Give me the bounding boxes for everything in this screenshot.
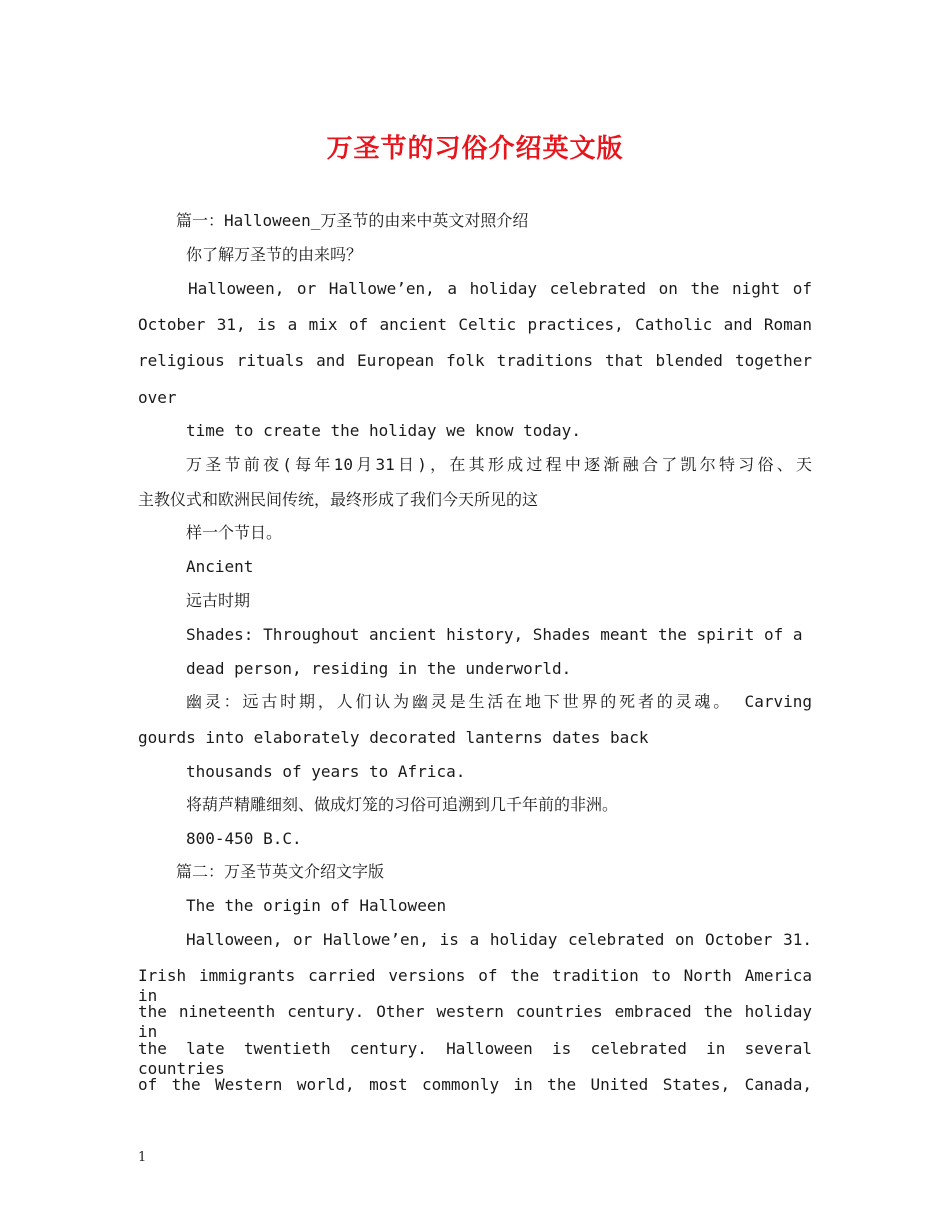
text-line: 800-450 B.C.: [186, 829, 302, 848]
text-line: 你了解万圣节的由来吗？: [186, 245, 363, 264]
text-line: 远古时期: [186, 591, 251, 610]
text-line: 将葫芦精雕细刻、做成灯笼的习俗可追溯到几千年前的非洲。: [186, 795, 619, 814]
document-title: 万圣节的习俗介绍英文版: [326, 134, 624, 164]
text-line: Ancient: [186, 557, 254, 576]
text-line: 主教仪式和欧洲民间传统，最终形成了我们今天所见的这: [138, 490, 539, 509]
text-line: of the Western world, most commonly in the United States, Canada,: [138, 1075, 812, 1094]
text-line: Halloween, or Hallowe’en, is a holiday celebrated on October 31.: [186, 930, 812, 949]
section-heading-2: 篇二：万圣节英文介绍文字版: [176, 862, 385, 881]
text-line: Shades: Throughout ancient history, Shades meant the spirit of a: [186, 625, 803, 644]
section-heading-1: 篇一：Halloween_万圣节的由来中英文对照介绍: [176, 211, 529, 230]
text-line: 幽灵：远古时期，人们认为幽灵是生活在地下世界的死者的灵魂。 Carving: [186, 692, 812, 711]
page-number: 1: [138, 1150, 147, 1165]
text-line: religious rituals and European folk traditions that blended together: [138, 351, 812, 370]
text-line: thousands of years to Africa.: [186, 762, 466, 781]
text-line: dead person, residing in the underworld.: [186, 659, 572, 678]
text-line: The the origin of Halloween: [186, 896, 447, 915]
text-line: gourds into elaborately decorated lanterns dates back: [138, 728, 649, 747]
text-line: over: [138, 388, 177, 407]
text-line: Irish immigrants carried versions of the tradition to North America in: [138, 966, 812, 1005]
text-line: 万圣节前夜(每年10月31日)，在其形成过程中逐渐融合了凯尔特习俗、天: [186, 455, 812, 474]
text-line: Halloween, or Hallowe’en, a holiday celebrated on the night of: [188, 279, 812, 298]
text-line: the late twentieth century. Halloween is celebrated in several countries: [138, 1039, 812, 1078]
text-line: the nineteenth century. Other western countries embraced the holiday in: [138, 1002, 812, 1041]
text-line: October 31, is a mix of ancient Celtic practices, Catholic and Roman: [138, 315, 812, 334]
text-line: time to create the holiday we know today.: [186, 421, 581, 440]
text-line: 样一个节日。: [186, 523, 283, 542]
